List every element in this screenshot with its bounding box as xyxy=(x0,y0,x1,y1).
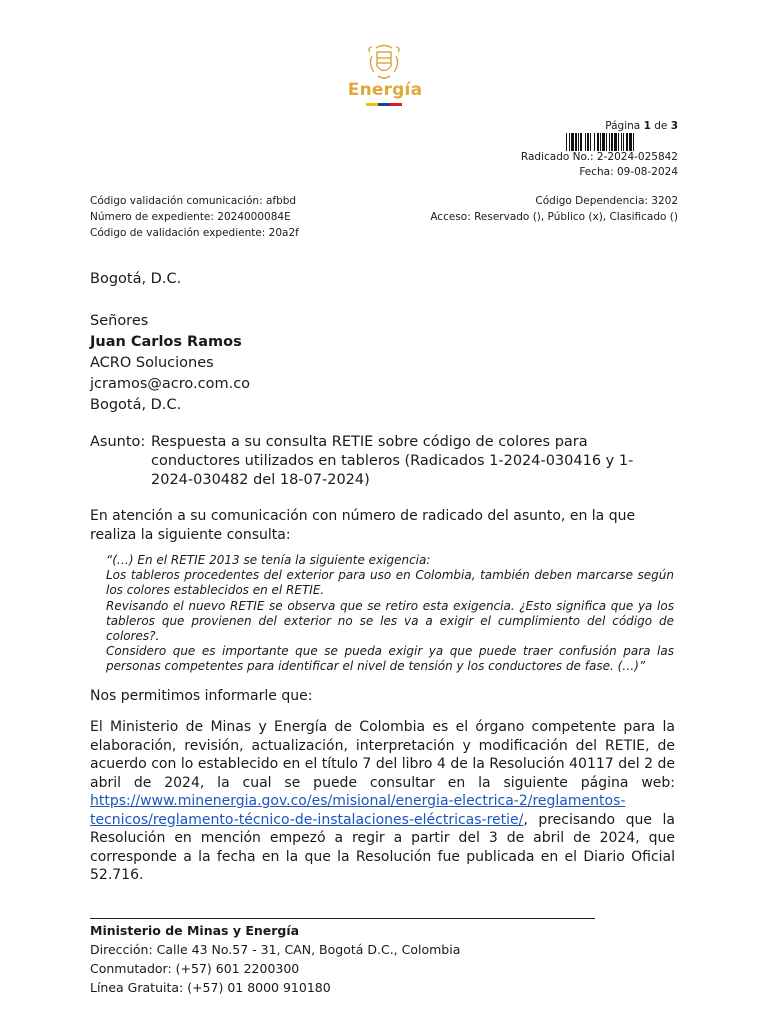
dependency-info xyxy=(430,193,678,225)
radicado-number: Radicado No.: 2-2024-025842 xyxy=(520,151,678,163)
response-paragraph xyxy=(90,718,675,885)
radicado-date: Fecha: 09-08-2024 xyxy=(579,166,678,178)
footer-block xyxy=(90,921,460,997)
footer-address: Dirección: Calle 43 No.57 - 31, CAN, Bogotá D.C., Colombia xyxy=(90,942,461,957)
salutation: Señores xyxy=(90,313,149,329)
expediente-code-line: Código de validación expediente: 20a2f xyxy=(90,227,299,239)
validation-code-line: Código validación comunicación: afbbd xyxy=(90,195,297,207)
quote-line: Considero que es importante que se pueda exigir ya que puede traer confusión para las personas competentes para identificar el nivel de tensión y los conductores de fase. (…)” xyxy=(106,644,674,674)
recipient-email: jcramos@acro.com.co xyxy=(90,376,251,392)
footer-divider xyxy=(90,918,595,919)
flag-yellow xyxy=(366,103,378,106)
page-total: 3 xyxy=(670,120,678,132)
footer-phone: Conmutador: (+57) 601 2200300 xyxy=(90,961,300,976)
letter-city: Bogotá, D.C. xyxy=(90,271,182,287)
access-line: Acceso: Reservado (), Público (x), Clasificado () xyxy=(430,211,678,223)
page-of: de xyxy=(654,120,668,132)
subject-text: Respuesta a su consulta RETIE sobre código de colores para conductores utilizados en tableros (Radicados 1-2024-030416 y 1-2024-030482 del 18-07-2024) xyxy=(151,434,634,488)
quote-line: Revisando el nuevo RETIE se observa que se retiro esta exigencia. ¿Esto significa que ya los tableros que provienen del exterior no se les va a exigir el cumplimiento del código de colores?. xyxy=(106,598,674,644)
energia-logo-text: Energía xyxy=(347,80,423,100)
quoted-consultation xyxy=(106,553,674,675)
colombia-flag-stripe xyxy=(366,103,402,106)
retie-link[interactable]: https://www.minenergia.gov.co/es/misional/energia-electrica-2/reglamentos-tecnicos/reglamento-técnico-de-instalaciones-eléctricas-retie/ xyxy=(90,793,626,828)
subject-label: Asunto: xyxy=(90,434,146,450)
flag-blue xyxy=(378,103,390,106)
subject-block xyxy=(90,433,675,490)
footer-toll-free: Línea Gratuita: (+57) 01 8000 910180 xyxy=(90,980,331,995)
flag-red xyxy=(390,103,402,106)
response-text-1: El Ministerio de Minas y Energía de Colombia es el órgano competente para la elaboración, revisión, actualización, interpretación y modificación del RETIE, de acuerdo con lo establecido en el título 7 del libro 4 de la Resolución 40117 del 2 de abril de 2024, la cual se puede consultar en la siguiente página web: xyxy=(90,719,675,791)
quote-line: Los tableros procedentes del exterior para uso en Colombia, también deben marcarse según los colores establecidos en el RETIE. xyxy=(106,568,674,598)
page-current: 1 xyxy=(643,120,651,132)
coat-of-arms-icon xyxy=(362,42,406,82)
dependency-code-line: Código Dependencia: 3202 xyxy=(535,195,678,207)
expediente-line: Número de expediente: 2024000084E xyxy=(90,211,291,223)
page-prefix: Página xyxy=(605,120,641,132)
response-text-2: , precisando que la Resolución en mención empezó a regir a partir del 3 de abril de 2024, que corresponde a la fecha en la que la Resolución fue publicada en el Diario Oficial 52.716. xyxy=(90,811,675,883)
page-indicator xyxy=(605,118,678,134)
quote-line: “(…) En el RETIE 2013 se tenía la siguiente exigencia: xyxy=(106,553,431,567)
intro-paragraph: En atención a su comunicación con número de radicado del asunto, en la que realiza la siguiente consulta: xyxy=(90,508,636,543)
recipient-company: ACRO Soluciones xyxy=(90,355,214,371)
recipient-city: Bogotá, D.C. xyxy=(90,397,182,413)
addressee-block xyxy=(90,311,675,416)
footer-org: Ministerio de Minas y Energía xyxy=(90,923,300,938)
inform-line: Nos permitimos informarle que: xyxy=(90,688,313,704)
recipient-name: Juan Carlos Ramos xyxy=(90,334,242,350)
validation-codes xyxy=(90,193,299,241)
